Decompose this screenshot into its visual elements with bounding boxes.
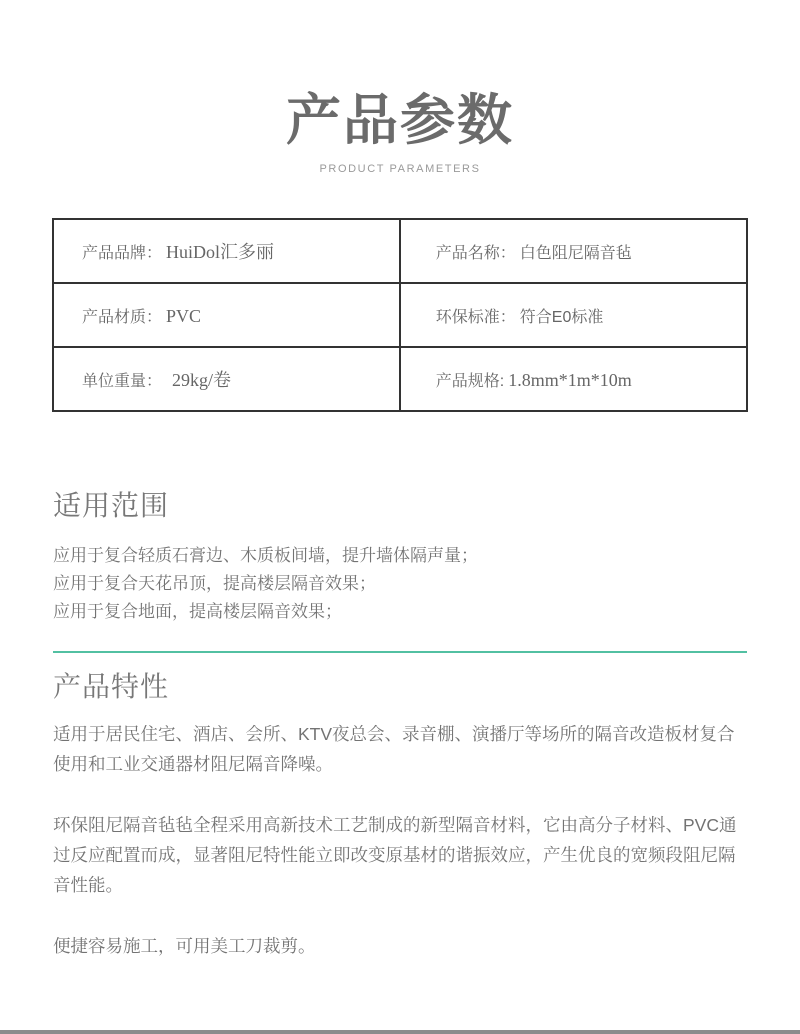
spec-label: 产品规格: xyxy=(435,372,505,390)
table-row xyxy=(53,347,747,411)
scope-lines xyxy=(53,542,747,626)
material-value: PVC xyxy=(166,305,202,326)
cell-spec xyxy=(400,347,747,411)
feature-paragraph: 便捷容易施工，可用美工刀裁剪。 xyxy=(53,936,316,956)
product-name-label: 产品名称： xyxy=(435,244,516,262)
table-row xyxy=(53,283,747,347)
eco-standard-value: 符合E0标准 xyxy=(519,308,604,326)
page-title: 产品参数 xyxy=(285,89,514,151)
material-label: 产品材质： xyxy=(82,308,163,326)
feature-paragraph: 环保阻尼隔音毡毡全程采用高新技术工艺制成的新型隔音材料，它由高分子材料、PVC通过反应配置而成，显著阻尼特性能立即改变原基材的谐振效应，产生优良的宽频段阻尼隔音性能。 xyxy=(53,815,737,895)
features-section xyxy=(53,669,747,961)
cell-unit-weight xyxy=(53,347,400,411)
section-divider xyxy=(53,651,747,653)
unit-weight-label: 单位重量： xyxy=(82,373,163,390)
scope-line: 应用于复合天花吊顶，提高楼层隔音效果； xyxy=(53,574,376,593)
unit-weight-value: 29kg/卷 xyxy=(172,370,232,390)
product-name-value: 白色阻尼隔音毡 xyxy=(519,244,632,262)
cell-material xyxy=(53,283,400,347)
page-subtitle: PRODUCT PARAMETERS xyxy=(319,163,481,175)
scope-heading: 适用范围 xyxy=(53,490,170,521)
scope-section xyxy=(53,488,747,626)
feature-paragraph: 适用于居民住宅、酒店、会所、KTV夜总会、录音棚、演播厅等场所的隔音改造板材复合使用和工业交通器材阻尼隔音降噪。 xyxy=(53,724,735,774)
cell-brand xyxy=(53,219,400,283)
scope-line: 应用于复合地面，提高楼层隔音效果； xyxy=(53,602,342,621)
features-heading: 产品特性 xyxy=(53,671,170,702)
cell-product-name xyxy=(400,219,747,283)
scope-line: 应用于复合轻质石膏边、木质板间墙，提升墙体隔声量； xyxy=(53,546,478,565)
brand-value: HuiDol汇多丽 xyxy=(166,242,275,262)
product-spec-table xyxy=(52,218,748,412)
bottom-scrollbar-track xyxy=(0,1030,800,1034)
table-row xyxy=(53,219,747,283)
content-sections xyxy=(53,488,747,961)
brand-label: 产品品牌： xyxy=(82,245,163,262)
spec-value: 1.8mm*1m*10m xyxy=(508,369,632,390)
feature-paragraphs xyxy=(53,719,747,961)
eco-standard-label: 环保标准： xyxy=(435,308,516,326)
cell-eco-standard xyxy=(400,283,747,347)
page-header xyxy=(0,0,800,176)
